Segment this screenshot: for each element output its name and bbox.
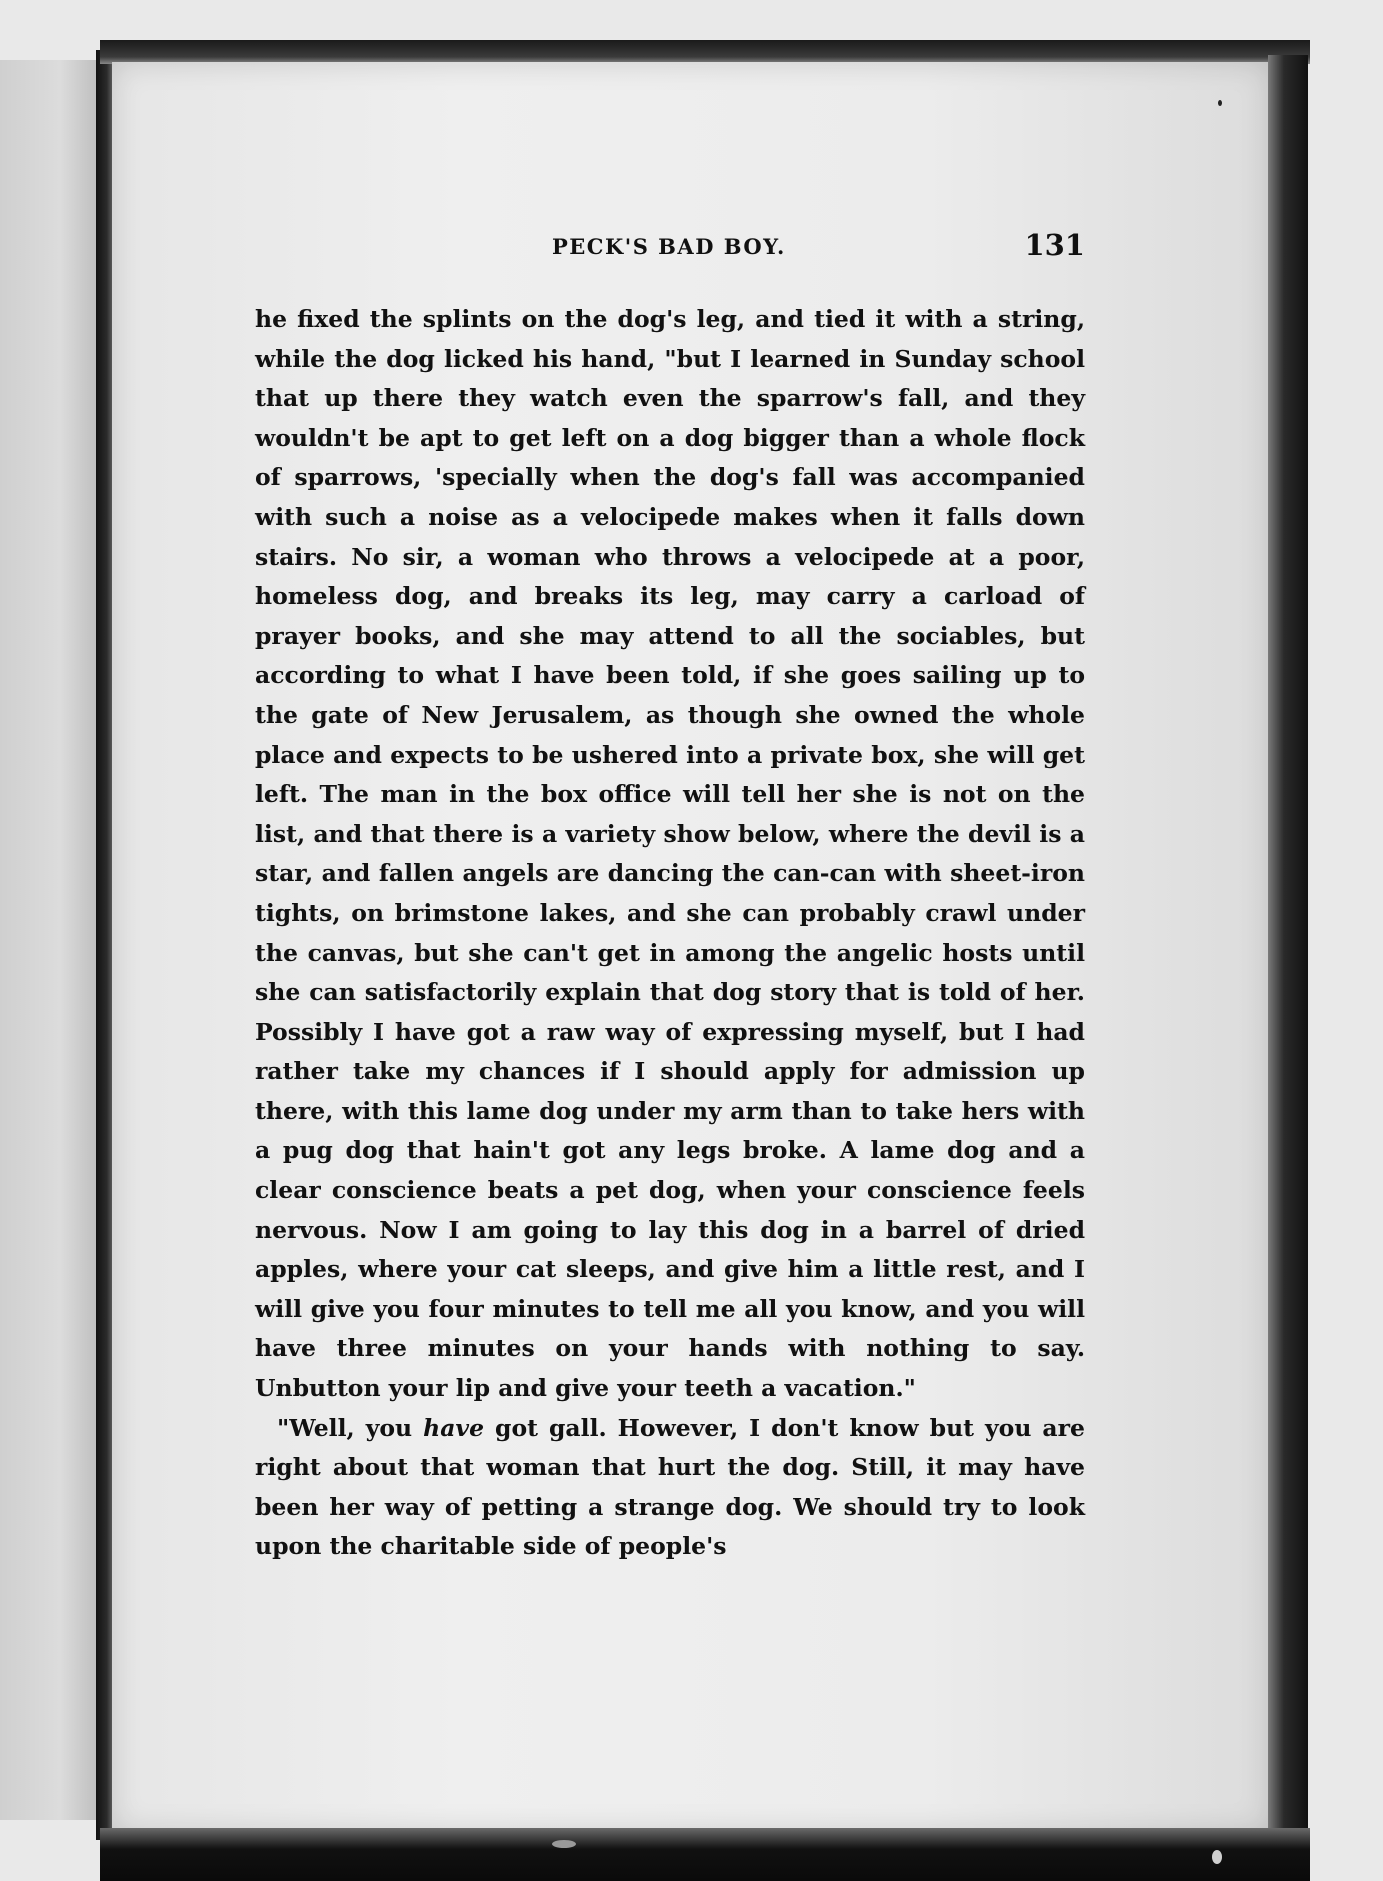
body-text [255,300,1085,1567]
page-number: 131 [1024,228,1085,262]
running-title: PECK'S BAD BOY. [552,234,786,259]
scan-speck [552,1840,576,1848]
page-right-border [1268,55,1308,1845]
page-bottom-border [100,1828,1310,1881]
paragraph-2 [255,1409,1085,1567]
page-content [255,228,1085,1567]
scan-speck [1218,100,1222,106]
paragraph-1: he fixed the splints on the dog's leg, and tied it with a string, while the dog licked his hand, "but I learned in Sunday school that up there they watch even the sparrow's fall, and they wouldn't be apt to get left on a dog bigger than a whole flock of sparrows, 'specially when the dog's fall was accompanied with such a noise as a velocipede makes when it falls down stairs. No sir, a woman who throws a velocipede at a poor, homeless dog, and breaks its leg, may carry a carload of prayer books, and she may attend to all the sociables, but according to what I have been told, if she goes sailing up to the gate of New Jerusalem, as though she owned the whole place and expects to be ushered into a private box, she will get left. The man in the box office will tell her she is not on the list, and that there is a variety show below, where the devil is a star, and fallen angels are dancing the can-can with sheet-iron tights, on brimstone lakes, and she can probably crawl under the canvas, but she can't get in among the angelic hosts until she can satisfactorily explain that dog story that is told of her. Possibly I have got a raw way of expressing myself, but I had rather take my chances if I should apply for admission up there, with this lame dog under my arm than to take hers with a pug dog that hain't got any legs broke. A lame dog and a clear conscience beats a pet dog, when your conscience feels nervous. Now I am going to lay this dog in a barrel of dried apples, where your cat sleeps, and give him a little rest, and I will give you four minutes to tell me all you know, and you will have three minutes on your hands with nothing to say. Unbutton your lip and give your teeth a vacation." [255,305,1085,1403]
running-head [255,228,1085,278]
paragraph-2-end: got gall. However, I don't know but you are right about that woman that hurt the dog. Still, it may have been her way of petting a strange dog. We should try to look upon the charitable side of people's [255,1413,1085,1561]
paragraph-2-emphasis: have [423,1413,485,1442]
page-top-border [100,40,1310,64]
previous-page-edge [0,60,100,1820]
scan-speck [1212,1850,1222,1864]
paragraph-2-start: "Well, you [277,1413,424,1442]
